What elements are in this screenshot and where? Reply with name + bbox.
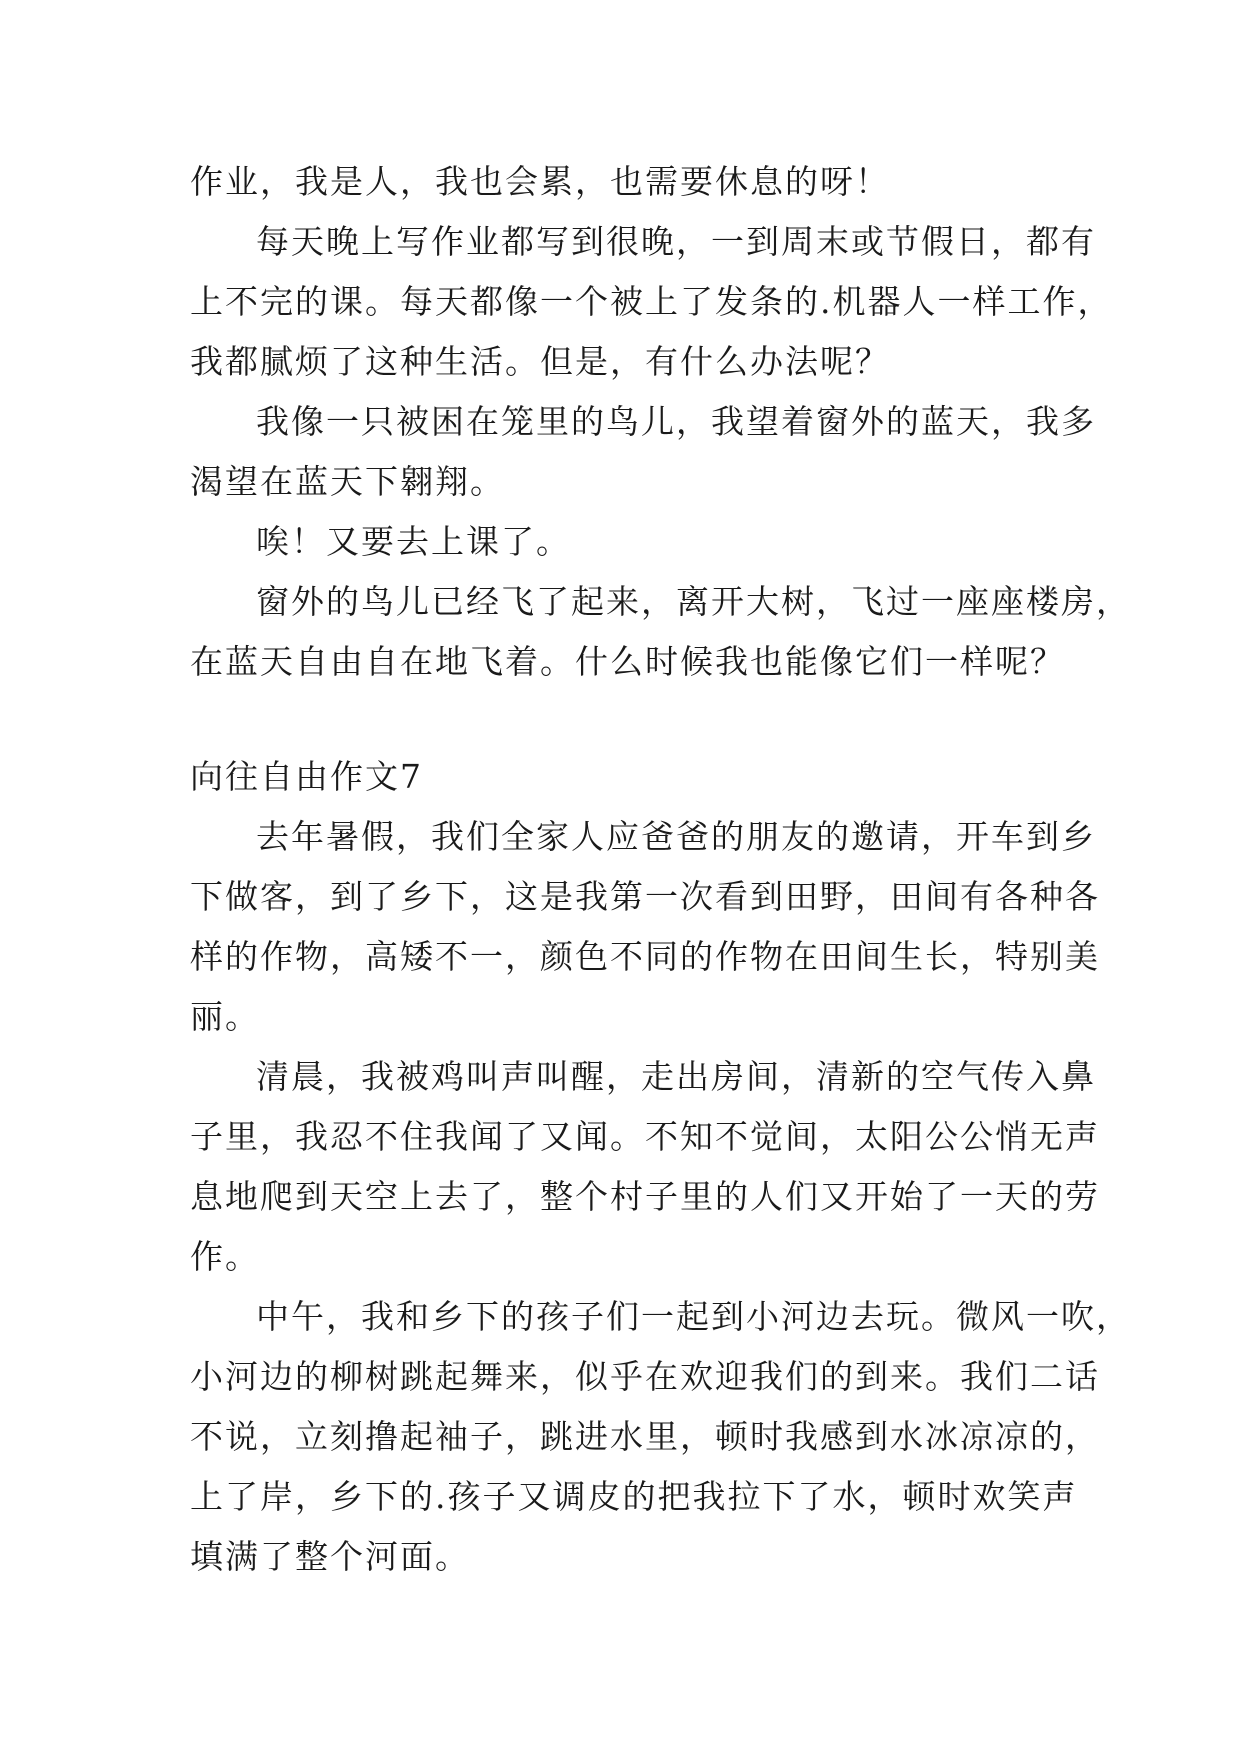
paragraph-first-line: 去年暑假，我们全家人应爸爸的朋友的邀请，开车到乡 — [256, 817, 1096, 856]
text-line: 填满了整个河面。 — [190, 1537, 470, 1576]
text-line: 下做客，到了乡下，这是我第一次看到田野，田间有各种各 — [190, 877, 1100, 916]
text-line: 渴望在蓝天下翱翔。 — [190, 462, 505, 501]
text-line: 丽。 — [190, 997, 260, 1036]
paragraph-first-line: 每天晚上写作业都写到很晚，一到周末或节假日，都有 — [256, 222, 1096, 261]
text-line: 作。 — [190, 1237, 260, 1276]
paragraph-first-line: 我像一只被困在笼里的鸟儿，我望着窗外的蓝天，我多 — [256, 402, 1096, 441]
paragraph-first-line: 清晨，我被鸡叫声叫醒，走出房间，清新的空气传入鼻 — [256, 1057, 1096, 1096]
paragraph-first-line: 窗外的鸟儿已经飞了起来，离开大树，飞过一座座楼房， — [256, 582, 1131, 621]
text-line: 不说，立刻撸起袖子，跳进水里，顿时我感到水冰凉凉的， — [190, 1417, 1100, 1456]
text-line: 样的作物，高矮不一，颜色不同的作物在田间生长，特别美 — [190, 937, 1100, 976]
text-line: 上不完的课。每天都像一个被上了发条的.机器人一样工作， — [190, 282, 1113, 321]
text-line: 我都腻烦了这种生活。但是，有什么办法呢？ — [190, 342, 890, 381]
text-line: 息地爬到天空上去了，整个村子里的人们又开始了一天的劳 — [190, 1177, 1100, 1216]
text-line: 作业，我是人，我也会累，也需要休息的呀！ — [190, 162, 890, 201]
section-heading: 向往自由作文7 — [190, 757, 423, 796]
text-line: 在蓝天自由自在地飞着。什么时候我也能像它们一样呢？ — [190, 642, 1065, 681]
text-line: 小河边的柳树跳起舞来，似乎在欢迎我们的到来。我们二话 — [190, 1357, 1100, 1396]
paragraph-first-line: 中午，我和乡下的孩子们一起到小河边去玩。微风一吹， — [256, 1297, 1131, 1336]
text-line: 子里，我忍不住我闻了又闻。不知不觉间，太阳公公悄无声 — [190, 1117, 1100, 1156]
paragraph-first-line: 唉！又要去上课了。 — [256, 522, 571, 561]
text-line: 上了岸，乡下的.孩子又调皮的把我拉下了水，顿时欢笑声 — [190, 1477, 1078, 1516]
